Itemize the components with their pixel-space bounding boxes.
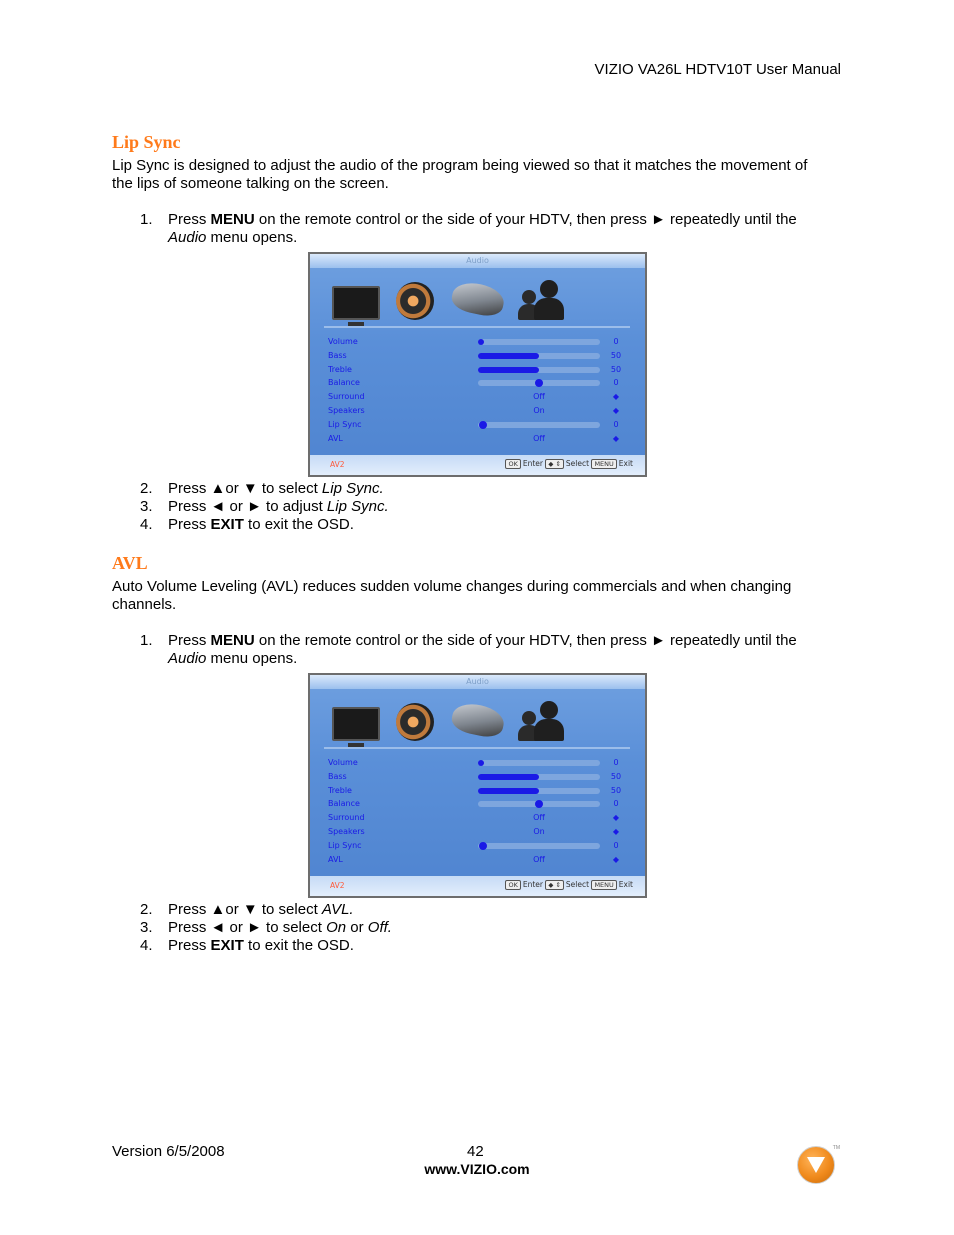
osd-row-value: ◆ [612,433,620,443]
osd-row-value: 0 [613,840,619,850]
osd-row-value: 0 [613,419,619,429]
osd-row [328,390,628,404]
osd-row-slider [478,801,600,807]
osd-row-value: 0 [613,337,619,346]
osd-row-text: Off [533,854,545,864]
footer-version: Version 6/5/2008 [112,1143,225,1160]
lip-sync-intro-line1: Lip Sync is designed to adjust the audio of the program being viewed so that it matches the movement of [112,157,808,174]
osd-row-label: Speakers [328,405,365,415]
avl-intro [112,578,842,614]
osd-row [328,797,628,811]
arrow-keys: ◆ ⇕ [545,459,564,469]
lip-sync-step-3: 3. Press ◄ or ► to adjust Lip Sync. [140,498,389,515]
osd-row-label: Lip Sync [328,419,362,429]
ok-key: OK [505,880,520,890]
osd-row [328,418,628,432]
osd-source: AV2 [330,460,345,469]
osd-row-slider [478,339,600,345]
osd-row-label: Lip Sync [328,840,362,850]
osd-slider-fill [478,339,484,345]
osd-row-label: AVL [328,433,343,443]
avl-step-4: 4. Press EXIT to exit the OSD. [140,937,354,954]
tv-icon [332,707,380,741]
osd-row [328,376,628,390]
osd-title: Audio [310,675,645,689]
osd-source: AV2 [330,881,345,890]
page-number: 42 [467,1143,484,1160]
osd-row-value: ◆ [612,854,620,864]
osd-slider-fill [478,788,539,794]
osd-row [328,335,628,349]
osd-row-label: AVL [328,854,343,864]
osd-row-value: 50 [610,350,622,360]
osd-row-text: On [533,405,545,415]
osd-slider-fill [478,353,539,359]
lip-sync-intro [112,157,842,193]
menu-key: MENU [591,459,616,469]
menu-key: MENU [591,880,616,890]
ok-key: OK [505,459,520,469]
avl-step-3: 3. Press ◄ or ► to select On or Off. [140,919,392,936]
osd-row-slider [478,353,600,359]
remote-icon [449,279,506,319]
osd-settings-list [328,756,628,866]
osd-row-text: Off [533,813,545,823]
osd-row-label: Balance [328,378,360,388]
osd-slider-fill [478,774,539,780]
osd-row-value: 0 [613,758,619,767]
osd-row-slider [478,760,600,766]
lip-sync-step-2: 2. Press ▲or ▼ to select Lip Sync. [140,480,384,497]
speaker-icon [396,282,434,320]
osd-row [328,432,628,446]
osd-settings-list [328,335,628,445]
osd-row-value: 0 [613,378,619,388]
osd-row [328,811,628,825]
arrow-keys: ◆ ⇕ [545,880,564,890]
osd-row [328,404,628,418]
avl-heading: AVL [112,553,148,573]
osd-row-slider [478,774,600,780]
osd-row-value: 0 [613,799,619,809]
osd-row [328,825,628,839]
osd-slider-fill [478,367,539,373]
lip-sync-step-1: 1. Press MENU on the remote control or the side of your HDTV, then press ► repeatedly until the Audio menu opens. [140,211,797,246]
osd-hints: OK Enter ◆ ⇕ Select MENU Exit [505,459,633,469]
people-icon [518,701,564,741]
lip-sync-intro-line2: the lips of someone talking on the screen. [112,175,389,192]
osd-row-value: 50 [610,364,622,374]
osd-slider-knob [535,800,543,808]
osd-hint-bar [310,455,645,475]
osd-row [328,853,628,867]
osd-row-slider [478,422,600,428]
osd-row-value: ◆ [612,405,620,415]
avl-step-2: 2. Press ▲or ▼ to select AVL. [140,901,354,918]
osd-row-text: On [533,826,545,836]
osd-icon-row [332,278,632,324]
lip-sync-heading: Lip Sync [112,132,181,152]
osd-row-text: Off [533,392,545,402]
osd-row-label: Surround [328,392,365,402]
osd-row-label: Bass [328,771,347,781]
osd-row [328,363,628,377]
osd-row-label: Treble [328,364,352,374]
osd-slider-knob [479,842,487,850]
osd-row-text: Off [533,433,545,443]
avl-step-1: 1. Press MENU on the remote control or the side of your HDTV, then press ► repeatedly until the Audio menu opens. [140,632,797,667]
avl-intro-line2: channels. [112,596,177,613]
osd-row-value: ◆ [612,813,620,823]
osd-row-slider [478,843,600,849]
osd-row-slider [478,380,600,386]
osd-row [328,784,628,798]
osd-row-label: Speakers [328,826,365,836]
remote-icon [449,700,506,740]
lip-sync-step-4: 4. Press EXIT to exit the OSD. [140,516,354,533]
avl-intro-line1: Auto Volume Leveling (AVL) reduces sudden volume changes during commercials and when changing [112,578,792,595]
osd-divider [324,326,630,328]
footer-url: www.VIZIO.com [424,1161,530,1177]
osd-row-label: Surround [328,813,365,823]
osd-slider-knob [535,379,543,387]
osd-title: Audio [310,254,645,268]
tv-icon [332,286,380,320]
speaker-icon [396,703,434,741]
osd-row-label: Volume [328,758,358,767]
osd-row-label: Bass [328,350,347,360]
osd-row-label: Volume [328,337,358,346]
osd-row [328,770,628,784]
osd-divider [324,747,630,749]
people-icon [518,280,564,320]
osd-row [328,756,628,770]
header-title: VIZIO VA26L HDTV10T User Manual [594,61,841,78]
osd-row-value: ◆ [612,826,620,836]
osd-icon-row [332,699,632,745]
vizio-logo-icon: TM [797,1146,835,1184]
osd-row-slider [478,788,600,794]
osd-slider-knob [479,421,487,429]
osd-row-value: 50 [610,785,622,795]
osd-row-label: Balance [328,799,360,809]
audio-menu-screenshot [308,252,647,477]
osd-slider-fill [478,760,484,766]
osd-row-value: ◆ [612,392,620,402]
audio-menu-screenshot [308,673,647,898]
osd-row-value: 50 [610,771,622,781]
osd-row [328,839,628,853]
osd-hints: OK Enter ◆ ⇕ Select MENU Exit [505,880,633,890]
osd-row-slider [478,367,600,373]
osd-row-label: Treble [328,785,352,795]
osd-hint-bar [310,876,645,896]
osd-row [328,349,628,363]
